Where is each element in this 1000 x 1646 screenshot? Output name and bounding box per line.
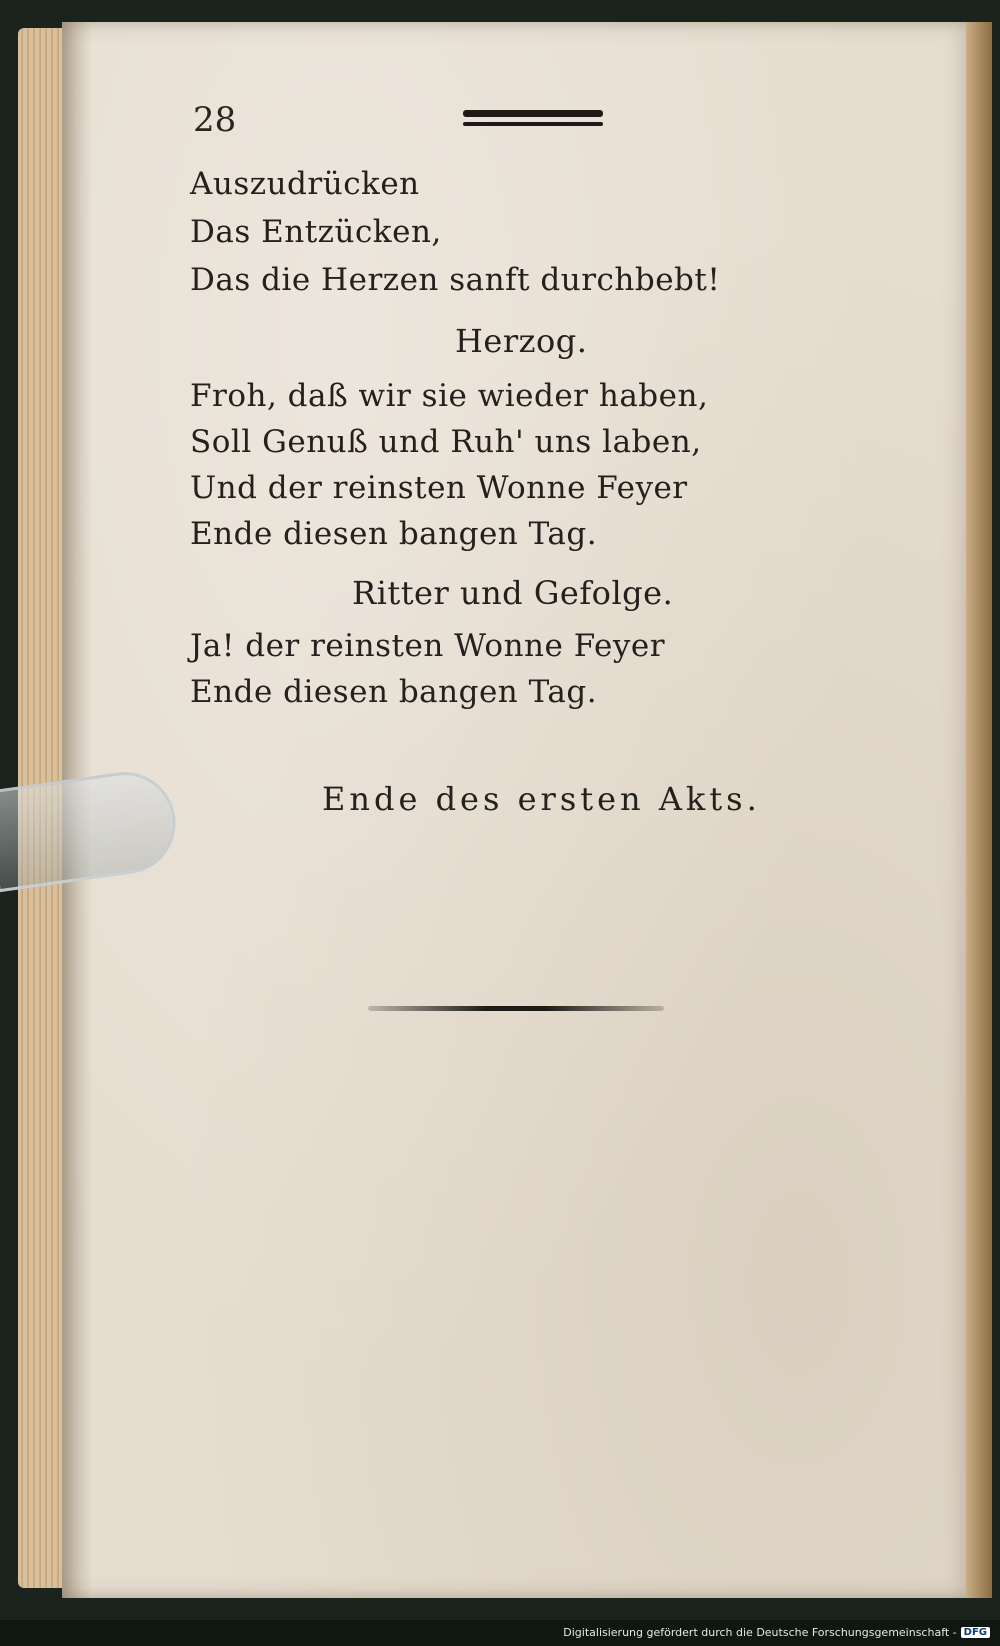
dfg-logo: DFG	[961, 1627, 990, 1638]
verse-line: Froh, daß wir sie wieder haben,	[190, 378, 709, 414]
speaker-name: Ritter und Gefolge.	[352, 574, 674, 612]
verse-line: Soll Genuß und Ruh' uns laben,	[190, 424, 702, 460]
verse-line: Ende diesen bangen Tag.	[190, 674, 598, 710]
verse-line: Ja! der reinsten Wonne Feyer	[190, 628, 666, 664]
end-rule	[368, 1006, 664, 1011]
header-rule	[463, 110, 603, 126]
verse-line: Das die Herzen sanft durchbebt!	[190, 262, 721, 298]
verse-line: Auszudrücken	[190, 166, 420, 202]
page-right-edge	[966, 22, 992, 1598]
page-number: 28	[193, 100, 237, 140]
verse-line: Ende diesen bangen Tag.	[190, 516, 598, 552]
verse-line: Das Entzücken,	[190, 214, 442, 250]
footer	[563, 1626, 990, 1639]
header-rule-thick	[463, 110, 603, 117]
footer-text: Digitalisierung gefördert durch die Deutsche Forschungsgemeinschaft -	[563, 1626, 957, 1639]
act-end-line: Ende des ersten Akts.	[322, 780, 761, 818]
speaker-name: Herzog.	[455, 322, 588, 360]
header-rule-thin	[463, 122, 603, 126]
verse-line: Und der reinsten Wonne Feyer	[190, 470, 688, 506]
